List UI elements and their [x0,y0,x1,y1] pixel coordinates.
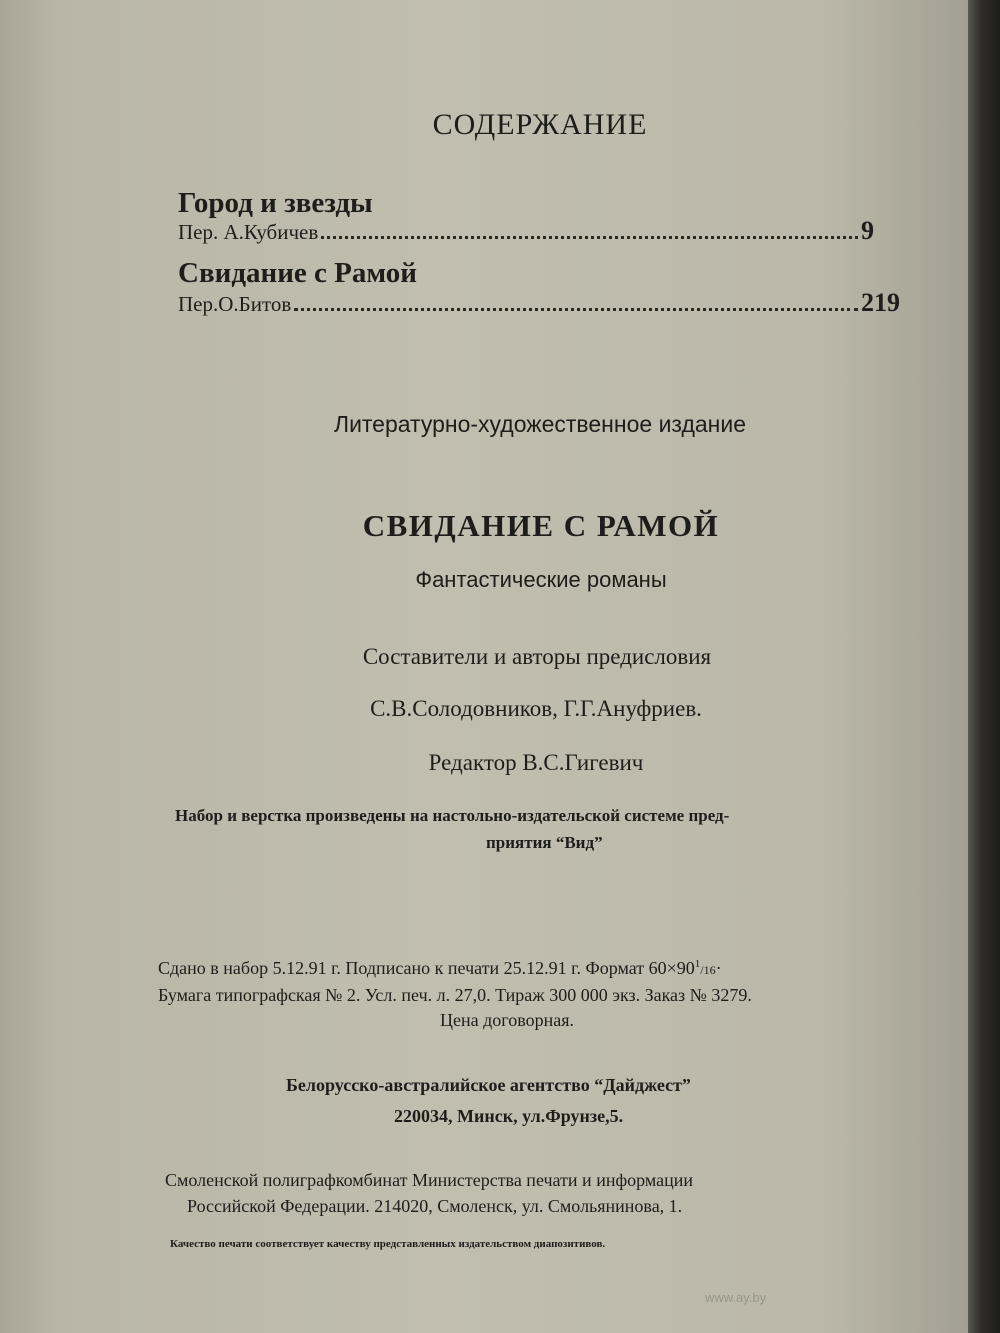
print-info-line-1 [158,958,722,979]
toc-entry-title: Город и звезды [178,187,373,219]
print-info-line-2: Бумага типографская № 2. Усл. печ. л. 27,0. Тираж 300 000 экз. Заказ № 3279. [158,985,752,1005]
book-spine-shadow [968,0,1000,1333]
dot-leader [294,308,858,311]
typesetting-line-1: Набор и верстка произведены на настольно-издательской системе пред- [175,806,730,825]
contents-heading: СОДЕРЖАНИЕ [432,108,648,141]
format-sup: 1 [694,958,701,970]
toc-entry-translator: Пер.О.Битов [178,292,292,316]
typesetting-line-2: приятия “Вид” [486,833,603,852]
format-sub: /16 [700,963,716,977]
compilers-names: С.В.Солодовников, Г.Г.Ануфриев. [370,696,702,721]
toc-entry-page: 9 [861,216,874,245]
format-end: · [715,958,722,978]
toc-entry-translator: Пер. А.Кубичев [178,220,319,244]
format-times: × [666,958,677,978]
printer-line-1: Смоленской полиграфкомбинат Министерства печати и информации [165,1170,694,1190]
publisher-address: 220034, Минск, ул.Фрунзе,5. [394,1106,624,1126]
dot-leader [321,236,858,239]
print-info-main: Сдано в набор 5.12.91 г. Подписано к печати 25.12.91 г. Формат 60 [158,958,667,978]
book-title: СВИДАНИЕ С РАМОЙ [362,508,720,543]
edition-type: Литературно-художественное издание [333,411,747,437]
watermark: www.ay.by [705,1290,767,1305]
quality-note: Качество печати соответствует качеству представленных издательством диапозитивов. [170,1238,606,1250]
toc-entry [178,257,900,318]
printer-line-2: Российской Федерации. 214020, Смоленск, ул. Смольянинова, 1. [187,1196,683,1216]
format-value: 90 [676,958,695,978]
print-info-line-3: Цена договорная. [440,1010,574,1030]
toc-entry-line [178,216,900,246]
editor-credit: Редактор В.С.Гигевич [428,750,644,775]
publisher-name: Белорусско-австралийское агентство “Дайджест” [286,1075,691,1095]
toc-entry-page: 219 [861,288,900,317]
toc-entry [178,187,900,246]
compilers-label: Составители и авторы предисловия [362,644,712,669]
toc-entry-line [178,288,900,318]
toc-entry-title: Свидание с Рамой [178,257,417,289]
book-subtitle: Фантастические романы [415,567,667,592]
